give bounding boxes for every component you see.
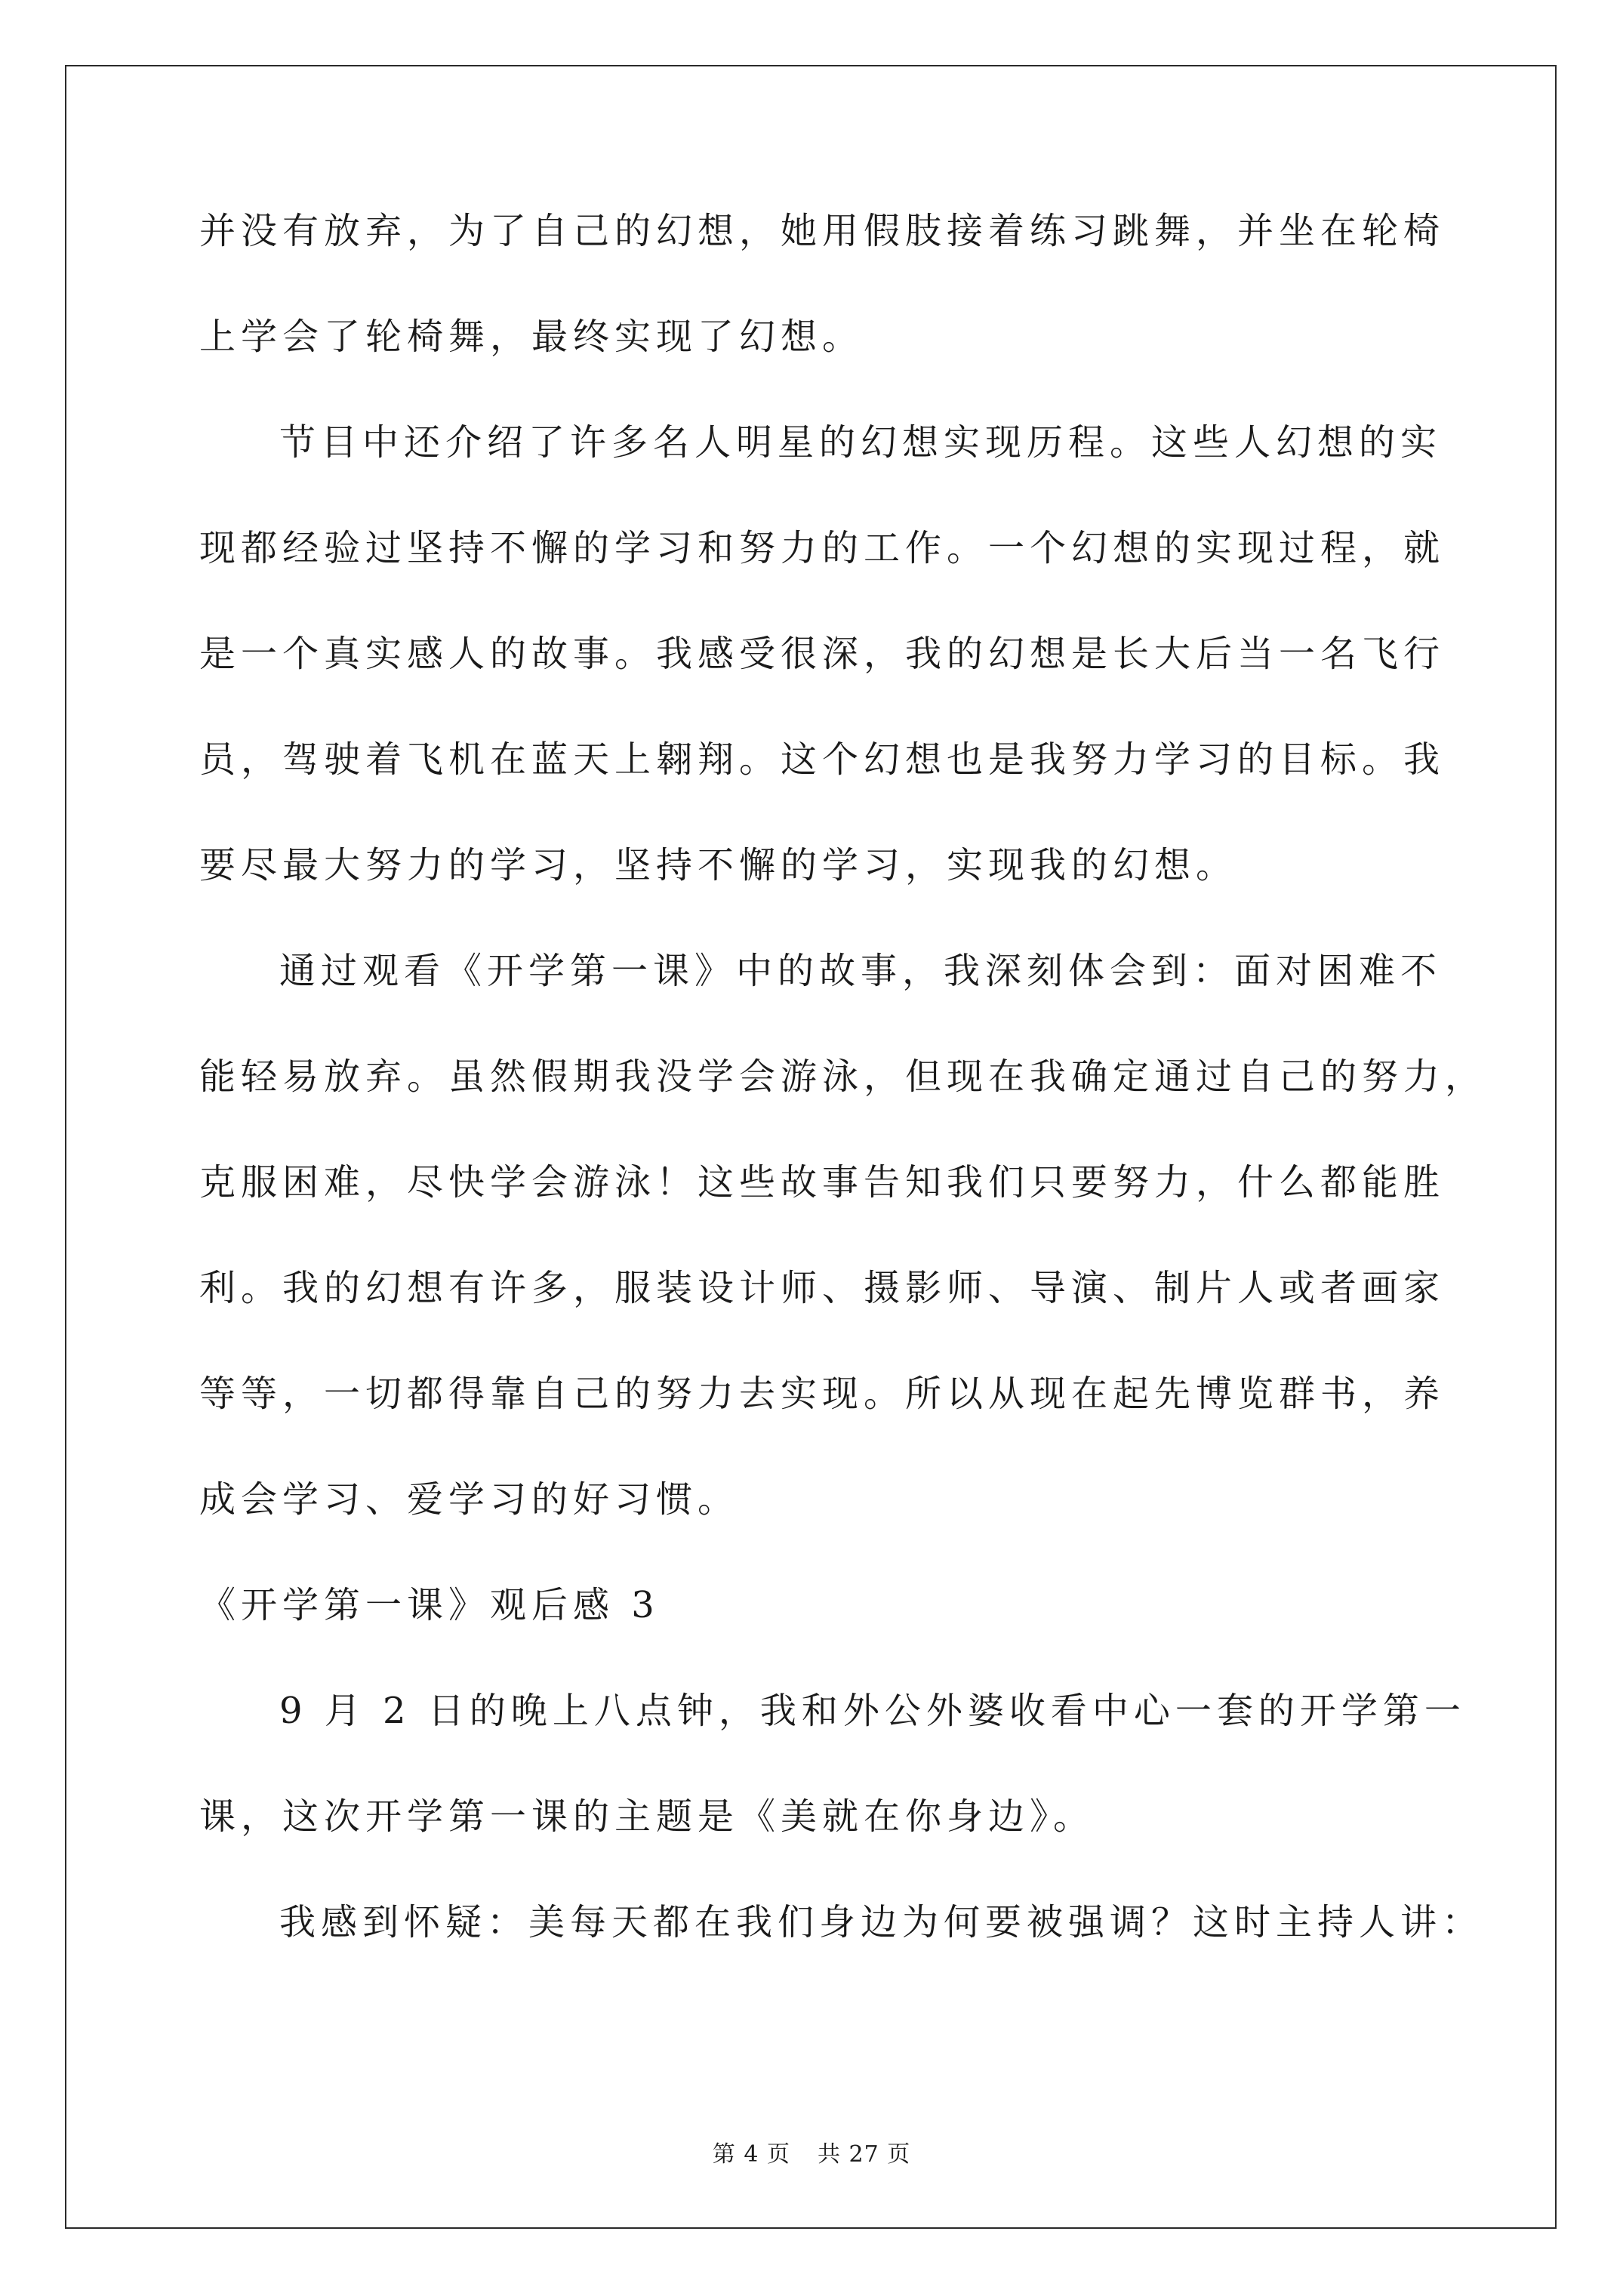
text-line: 利。我的幻想有许多，服装设计师、摄影师、导演、制片人或者画家 — [199, 1267, 1446, 1309]
text-line: 成会学习、爱学习的好习惯。 — [199, 1478, 740, 1521]
text-line: 能轻易放弃。虽然假期我没学会游泳，但现在我确定通过自己的努力， — [199, 1056, 1487, 1098]
page-footer — [0, 2135, 1623, 2168]
text-line: 节目中还介绍了许多名人明星的幻想实现历程。这些人幻想的实 — [279, 421, 1443, 464]
section-heading: 《开学第一课》观后感 3 — [199, 1584, 660, 1626]
text-line: 员，驾驶着飞机在蓝天上翱翔。这个幻想也是我努力学习的目标。我 — [199, 738, 1446, 781]
page-number: 第 4 页 — [712, 2141, 790, 2168]
text-line: 课，这次开学第一课的主题是《美就在你身边》。 — [199, 1795, 1095, 1838]
text-line: 是一个真实感人的故事。我感受很深，我的幻想是长大后当一名飞行 — [199, 633, 1446, 675]
text-line: 通过观看《开学第一课》中的故事，我深刻体会到：面对困难不 — [279, 950, 1443, 992]
text-line: 克服困难，尽快学会游泳！这些故事告知我们只要努力，什么都能胜 — [199, 1161, 1446, 1203]
text-line: 上学会了轮椅舞，最终实现了幻想。 — [199, 316, 864, 358]
text-line: 并没有放弃，为了自己的幻想，她用假肢接着练习跳舞，并坐在轮椅 — [199, 210, 1446, 252]
text-line: 9 月 2 日的晚上八点钟，我和外公外婆收看中心一套的开学第一 — [279, 1690, 1466, 1732]
text-line: 我感到怀疑：美每天都在我们身边为何要被强调？这时主持人讲： — [279, 1901, 1484, 1943]
text-line: 等等，一切都得靠自己的努力去实现。所以从现在起先博览群书，养 — [199, 1373, 1446, 1415]
text-line: 要尽最大努力的学习，坚持不懈的学习，实现我的幻想。 — [199, 844, 1238, 886]
text-line: 现都经验过坚持不懈的学习和努力的工作。一个幻想的实现过程，就 — [199, 527, 1446, 569]
page-total: 共 27 页 — [817, 2141, 911, 2168]
